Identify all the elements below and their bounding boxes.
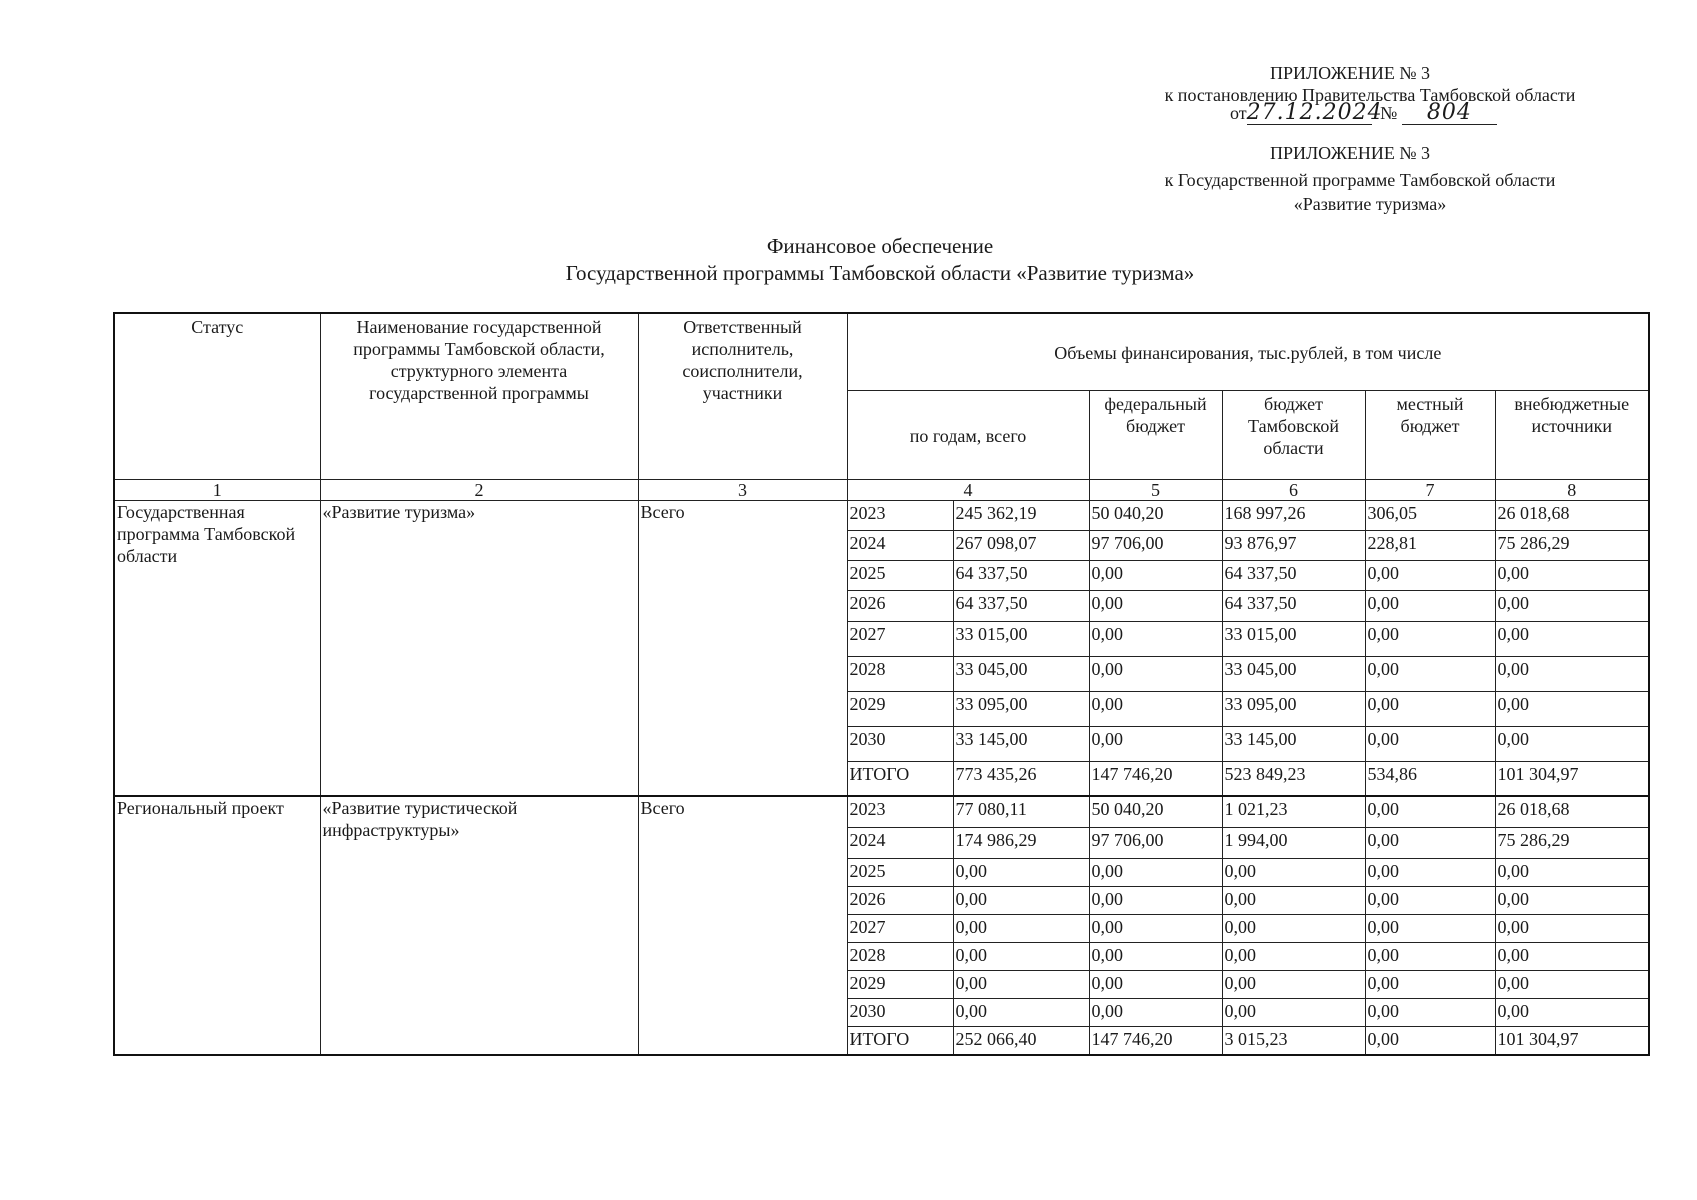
header-extra: внебюджетные источники xyxy=(1495,390,1649,479)
cell-federal: 0,00 xyxy=(1089,590,1222,621)
cell-extra: 0,00 xyxy=(1495,560,1649,590)
cell-extra: 26 018,68 xyxy=(1495,500,1649,530)
cell-regional: 0,00 xyxy=(1222,998,1365,1026)
header-by-years: по годам, всего xyxy=(847,390,1089,479)
cell-extra: 0,00 xyxy=(1495,858,1649,886)
cell-year: 2030 xyxy=(847,998,953,1026)
cell-regional: 64 337,50 xyxy=(1222,590,1365,621)
number-prefix: № xyxy=(1380,103,1398,123)
cell-federal: 0,00 xyxy=(1089,560,1222,590)
cell-year: 2026 xyxy=(847,886,953,914)
cell-year: 2025 xyxy=(847,560,953,590)
cell-federal: 0,00 xyxy=(1089,942,1222,970)
cell-extra: 0,00 xyxy=(1495,726,1649,761)
cell-regional: 3 015,23 xyxy=(1222,1026,1365,1055)
cell-year: 2026 xyxy=(847,590,953,621)
cell-federal: 0,00 xyxy=(1089,726,1222,761)
cell-regional: 0,00 xyxy=(1222,942,1365,970)
cell-extra: 101 304,97 xyxy=(1495,1026,1649,1055)
cell-local: 0,00 xyxy=(1365,590,1495,621)
cell-total: 77 080,11 xyxy=(953,796,1089,827)
number-signature: 804 xyxy=(1402,102,1497,125)
cell-local: 306,05 xyxy=(1365,500,1495,530)
cell-local: 0,00 xyxy=(1365,796,1495,827)
header-volumes: Объемы финансирования, тыс.рублей, в том числе xyxy=(847,313,1649,390)
cell-federal: 50 040,20 xyxy=(1089,500,1222,530)
cell-federal: 0,00 xyxy=(1089,886,1222,914)
cell-total: 33 095,00 xyxy=(953,691,1089,726)
column-number: 5 xyxy=(1089,479,1222,500)
cell-total: 64 337,50 xyxy=(953,560,1089,590)
cell-year: 2028 xyxy=(847,656,953,691)
cell-regional: 33 145,00 xyxy=(1222,726,1365,761)
cell-federal: 97 706,00 xyxy=(1089,530,1222,560)
cell-year: ИТОГО xyxy=(847,761,953,796)
cell-regional: 168 997,26 xyxy=(1222,500,1365,530)
cell-regional: 0,00 xyxy=(1222,858,1365,886)
group-executor: Всего xyxy=(638,796,847,1055)
cell-regional: 0,00 xyxy=(1222,970,1365,998)
date-signature: 27.12.2024 xyxy=(1246,100,1383,125)
cell-year: 2029 xyxy=(847,970,953,998)
cell-federal: 0,00 xyxy=(1089,656,1222,691)
cell-local: 0,00 xyxy=(1365,970,1495,998)
cell-extra: 0,00 xyxy=(1495,914,1649,942)
column-number: 1 xyxy=(114,479,320,500)
cell-total: 252 066,40 xyxy=(953,1026,1089,1055)
cell-local: 0,00 xyxy=(1365,942,1495,970)
cell-total: 0,00 xyxy=(953,858,1089,886)
cell-local: 228,81 xyxy=(1365,530,1495,560)
cell-extra: 75 286,29 xyxy=(1495,827,1649,858)
group-status: Региональный проект xyxy=(114,796,320,1055)
document-title-line2: Государственной программы Тамбовской области «Развитие туризма» xyxy=(565,261,1195,285)
cell-extra: 0,00 xyxy=(1495,590,1649,621)
cell-extra: 0,00 xyxy=(1495,942,1649,970)
cell-local: 0,00 xyxy=(1365,621,1495,656)
cell-year: 2028 xyxy=(847,942,953,970)
cell-year: 2029 xyxy=(847,691,953,726)
table-row xyxy=(114,500,1649,530)
cell-total: 0,00 xyxy=(953,998,1089,1026)
cell-regional: 1 021,23 xyxy=(1222,796,1365,827)
cell-local: 0,00 xyxy=(1365,656,1495,691)
cell-year: 2023 xyxy=(847,500,953,530)
cell-year: 2027 xyxy=(847,621,953,656)
cell-federal: 97 706,00 xyxy=(1089,827,1222,858)
cell-extra: 0,00 xyxy=(1495,998,1649,1026)
cell-regional: 64 337,50 xyxy=(1222,560,1365,590)
cell-year: 2025 xyxy=(847,858,953,886)
cell-year: 2023 xyxy=(847,796,953,827)
cell-federal: 0,00 xyxy=(1089,914,1222,942)
table-body xyxy=(114,500,1649,1055)
cell-regional: 33 015,00 xyxy=(1222,621,1365,656)
cell-total: 267 098,07 xyxy=(953,530,1089,560)
column-number: 7 xyxy=(1365,479,1495,500)
cell-local: 0,00 xyxy=(1365,1026,1495,1055)
cell-extra: 0,00 xyxy=(1495,621,1649,656)
cell-regional: 523 849,23 xyxy=(1222,761,1365,796)
cell-extra: 0,00 xyxy=(1495,691,1649,726)
cell-year: ИТОГО xyxy=(847,1026,953,1055)
cell-local: 0,00 xyxy=(1365,726,1495,761)
cell-regional: 93 876,97 xyxy=(1222,530,1365,560)
column-number: 2 xyxy=(320,479,638,500)
cell-local: 0,00 xyxy=(1365,914,1495,942)
cell-regional: 0,00 xyxy=(1222,914,1365,942)
cell-total: 0,00 xyxy=(953,942,1089,970)
cell-extra: 26 018,68 xyxy=(1495,796,1649,827)
cell-local: 0,00 xyxy=(1365,998,1495,1026)
cell-extra: 101 304,97 xyxy=(1495,761,1649,796)
cell-year: 2024 xyxy=(847,530,953,560)
header-federal: федеральный бюджет xyxy=(1089,390,1222,479)
appendix-2-line2: «Развитие туризма» xyxy=(1293,194,1447,214)
cell-local: 0,00 xyxy=(1365,560,1495,590)
cell-regional: 33 045,00 xyxy=(1222,656,1365,691)
cell-regional: 33 095,00 xyxy=(1222,691,1365,726)
document-title-line1: Финансовое обеспечение xyxy=(766,234,994,258)
header-name: Наименование государственной программы Тамбовской области, структурного элемента государственной программы xyxy=(320,313,638,479)
appendix-1-title: ПРИЛОЖЕНИЕ № 3 xyxy=(1269,63,1431,83)
cell-extra: 75 286,29 xyxy=(1495,530,1649,560)
cell-total: 174 986,29 xyxy=(953,827,1089,858)
cell-total: 0,00 xyxy=(953,914,1089,942)
group-name: «Развитие туристической инфраструктуры» xyxy=(320,796,638,1055)
column-number: 3 xyxy=(638,479,847,500)
cell-local: 534,86 xyxy=(1365,761,1495,796)
column-number: 8 xyxy=(1495,479,1649,500)
header-status: Статус xyxy=(114,313,320,479)
appendix-2-line1: к Государственной программе Тамбовской области xyxy=(1164,170,1556,190)
cell-year: 2027 xyxy=(847,914,953,942)
cell-year: 2030 xyxy=(847,726,953,761)
decree-date-number xyxy=(1230,102,1520,125)
cell-total: 33 145,00 xyxy=(953,726,1089,761)
cell-federal: 0,00 xyxy=(1089,691,1222,726)
appendix-1-subtitle: к постановлению Правительства Тамбовской области xyxy=(1164,85,1576,105)
cell-local: 0,00 xyxy=(1365,886,1495,914)
cell-federal: 0,00 xyxy=(1089,998,1222,1026)
column-number: 6 xyxy=(1222,479,1365,500)
cell-regional: 0,00 xyxy=(1222,886,1365,914)
appendix-2-title: ПРИЛОЖЕНИЕ № 3 xyxy=(1269,143,1431,163)
cell-federal: 147 746,20 xyxy=(1089,761,1222,796)
cell-extra: 0,00 xyxy=(1495,656,1649,691)
cell-extra: 0,00 xyxy=(1495,886,1649,914)
date-prefix: от xyxy=(1230,103,1247,123)
table-row xyxy=(114,796,1649,827)
cell-local: 0,00 xyxy=(1365,858,1495,886)
cell-local: 0,00 xyxy=(1365,691,1495,726)
cell-regional: 1 994,00 xyxy=(1222,827,1365,858)
cell-extra: 0,00 xyxy=(1495,970,1649,998)
cell-federal: 0,00 xyxy=(1089,970,1222,998)
cell-total: 773 435,26 xyxy=(953,761,1089,796)
header-executor: Ответственный исполнитель, соисполнители, участники xyxy=(638,313,847,479)
header-local: местный бюджет xyxy=(1365,390,1495,479)
cell-total: 33 045,00 xyxy=(953,656,1089,691)
column-number-row xyxy=(114,479,1649,500)
cell-federal: 0,00 xyxy=(1089,621,1222,656)
cell-year: 2024 xyxy=(847,827,953,858)
header-regional: бюджет Тамбовской области xyxy=(1222,390,1365,479)
group-name: «Развитие туризма» xyxy=(320,500,638,796)
column-number: 4 xyxy=(847,479,1089,500)
group-executor: Всего xyxy=(638,500,847,796)
group-status: Государственная программа Тамбовской области xyxy=(114,500,320,796)
cell-total: 245 362,19 xyxy=(953,500,1089,530)
cell-total: 0,00 xyxy=(953,970,1089,998)
cell-federal: 147 746,20 xyxy=(1089,1026,1222,1055)
cell-total: 33 015,00 xyxy=(953,621,1089,656)
cell-total: 0,00 xyxy=(953,886,1089,914)
cell-total: 64 337,50 xyxy=(953,590,1089,621)
financing-table xyxy=(113,312,1650,1056)
cell-local: 0,00 xyxy=(1365,827,1495,858)
cell-federal: 0,00 xyxy=(1089,858,1222,886)
cell-federal: 50 040,20 xyxy=(1089,796,1222,827)
